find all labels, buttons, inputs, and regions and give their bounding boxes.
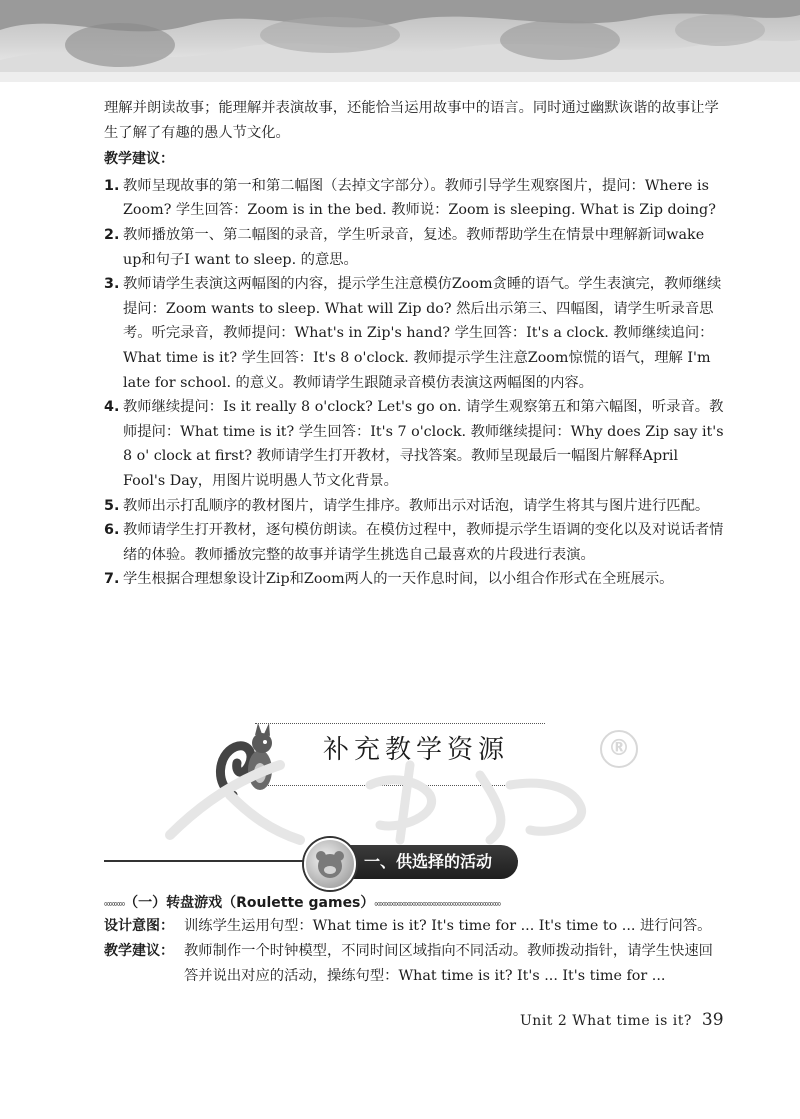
main-text [104,96,724,592]
step-item: 4. 教师继续提问：Is it really 8 o'clock? Let's go on. 请学生观察第五和第六幅图，听录音。教师提问：What time is it? 学生回答：It's 7 o'clock. 教师继续提问：Why does Zip say it's 8 o' clock at first? 教师请学生打开教材，寻找答案。教师呈现最后一幅图片解释April Fool's Day，用图片说明愚人节文化背景。 [104,399,724,489]
step-item: 2. 教师播放第一、第二幅图的录音，学生听录音，复述。教师帮助学生在情景中理解新词wake up和句子I want to sleep. 的意思。 [104,226,705,268]
step-item: 3. 教师请学生表演这两幅图的内容，提示学生注意模仿Zoom贪睡的语气。学生表演完，教师继续提问：Zoom wants to sleep. What will Zip do? 然后出示第三、四幅图，请学生听录音思考。听完录音，教师提问：What's in Zip's hand? 学生回答：It's a clock. 教师继续追问：What time is it? 学生回答：It's 8 o'clock. 教师提示学生注意Zoom惊慌的语气，理解 I'm late for school. 的意义。教师请学生跟随录音模仿表演这两幅图的内容。 [104,276,722,391]
suggestion-text: 教师制作一个时钟模型，不同时间区域指向不同活动。教师拨动指针，请学生快速回答并说出对应的活动，操练句型：What time is it? It's ... It's time for ... [184,943,713,984]
step-item: 1. 教师呈现故事的第一和第二幅图（去掉文字部分）。教师引导学生观察图片，提问：Where is Zoom? 学生回答：Zoom is in the bed. 教师说：Zoom is sleeping. What is Zip doing? [104,177,716,219]
step-item: 5. 教师出示打乱顺序的教材图片，请学生排序。教师出示对话泡，请学生将其与图片进行匹配。 [104,497,710,514]
intro-paragraph: 理解并朗读故事；能理解并表演故事，还能恰当运用故事中的语言。同时通过幽默诙谐的故事让学生了解了有趣的愚人节文化。 [104,100,719,141]
page-number: 39 [701,1010,724,1030]
design-intent-label: 设计意图： [104,918,174,934]
suggestion-row [104,939,724,989]
wave-decoration: ∞∞∞∞∞∞∞∞∞∞∞∞∞∞∞∞∞∞∞∞∞∞∞∞∞ [374,899,500,910]
roulette-games-heading [104,892,500,912]
resource-title: 补充教学资源 [323,735,510,765]
steps-list [104,174,724,592]
activity-section-title: 一、供选择的活动 [312,845,518,879]
page-footer [520,1010,724,1030]
suggestion-label: 教学建议： [104,943,174,959]
registered-mark: ® [600,730,638,768]
publisher-watermark-logo [150,755,630,845]
bear-badge-icon [304,838,356,890]
dotted-divider [255,723,545,724]
footer-unit: Unit 2 What time is it? [520,1013,692,1029]
teaching-suggestions-heading: 教学建议： [104,151,174,168]
step-item: 6. 教师请学生打开教材，逐句模仿朗读。在模仿过程中，教师提示学生语调的变化以及对说话者情绪的体验。教师播放完整的故事并请学生挑选自己最喜欢的片段进行表演。 [104,522,724,563]
activity-details [104,914,724,989]
design-intent-text: 训练学生运用句型：What time is it? It's time for ... It's time to ... 进行问答。 [184,918,712,934]
header-illustration [0,0,800,82]
roulette-games-title: （一）转盘游戏（Roulette games） [124,895,375,911]
wave-decoration: ∞∞∞∞ [104,899,125,910]
design-intent-row [104,914,724,939]
header-scenery-image [0,0,800,82]
step-item: 7. 学生根据合理想象设计Zip和Zoom两人的一天作息时间，以小组合作形式在全班展示。 [104,571,674,588]
